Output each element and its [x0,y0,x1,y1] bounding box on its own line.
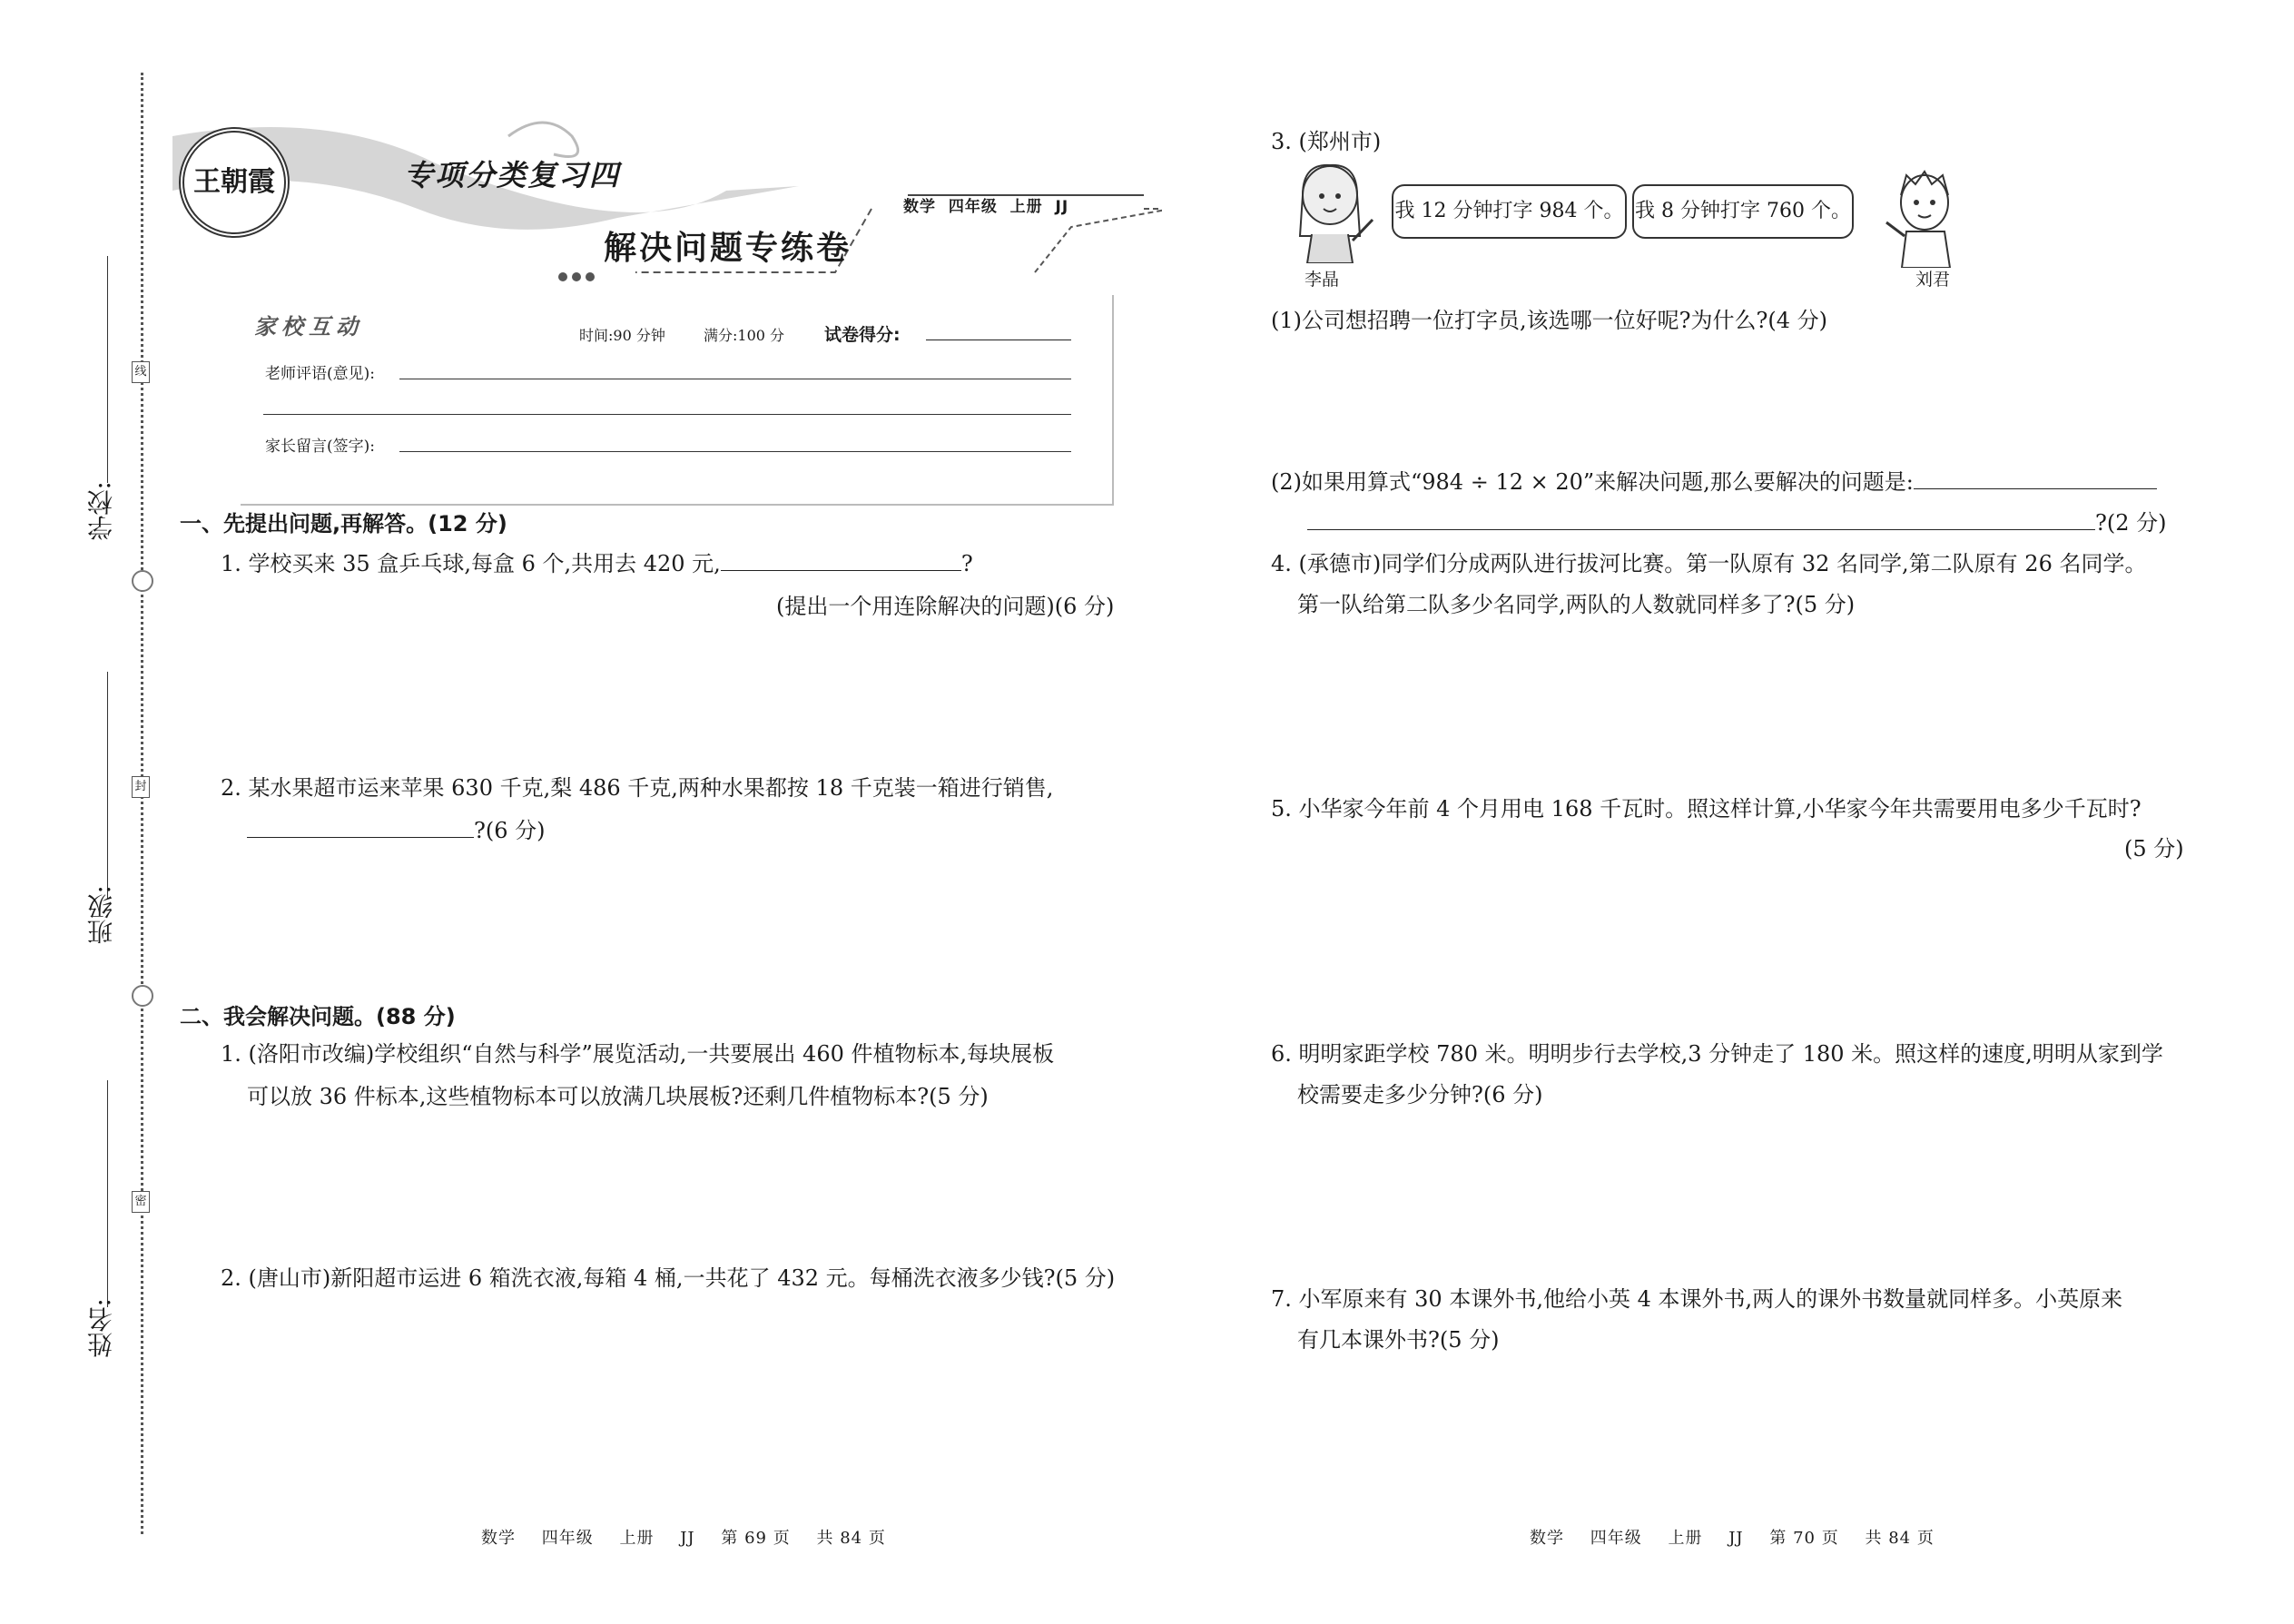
left-page-footer [481,1525,906,1549]
q4: 4. (承德市)同学们分成两队进行拔河比赛。第一队原有 32 名同学,第二队原有 26 名同学。 [1271,551,2147,576]
s1-q1-answer-blank[interactable] [721,550,961,571]
section2-title: 二、我会解决问题。(88 分) [180,1004,456,1029]
class-underline [107,672,108,899]
seal-char-secret: 密 [132,1191,150,1213]
speech-bubble-right: 我 8 分钟打字 760 个。 [1632,184,1854,239]
q5: 5. 小华家今年前 4 个月用电 168 千瓦时。照这样计算,小华家今年共需要用电多少千瓦时? [1271,796,2141,822]
s1-question-2: 2. 某水果超市运来苹果 630 千克,梨 486 千克,两种水果都按 18 千克装一箱进行销售, [221,775,1054,801]
s1-q2-answer-blank[interactable] [247,817,474,838]
subtitle: 专项分类复习四 [404,158,621,192]
section1-title: 一、先提出问题,再解答。(12 分) [180,511,507,536]
q3-sub1: (1)公司想招聘一位打字员,该选哪一位好呢?为什么?(4 分) [1271,308,1827,333]
s2-question-1-cont: 可以放 36 件标本,这些植物标本可以放满几块展板?还剩几件植物标本?(5 分) [247,1084,989,1109]
school-label: 学校: [86,481,116,541]
seal-char-line: 线 [132,361,150,383]
s1-q1-text: 1. 学校买来 35 盒乒乓球,每盒 6 个,共用去 420 元, [221,551,721,576]
left-footer-total: 共 84 页 [816,1529,886,1548]
exam-time: 时间:90 分钟 [579,327,665,344]
s1-q1-hint: (提出一个用连除解决的问题)(6 分) [776,594,1115,619]
q5-score: (5 分) [2124,836,2184,861]
left-footer-grade: 四年级 [541,1529,594,1548]
girl-illustration [1289,163,1380,263]
q3-sub2-cont [1307,502,2167,544]
name-label: 姓名: [86,1298,116,1358]
teacher-comment-line-2[interactable] [263,414,1071,415]
teacher-comment-label: 老师评语(意见): [265,365,375,383]
girl-name: 李晶 [1305,270,1340,290]
subject-tag: 数学 四年级 上册 JJ [903,198,1069,216]
right-footer-subject: 数学 [1530,1529,1564,1548]
left-footer-volume: 上册 [619,1529,655,1548]
q3-sub2-blank-1[interactable] [1914,468,2157,489]
parent-comment-line[interactable] [399,451,1071,452]
s2-question-1: 1. (洛阳市改编)学校组织“自然与科学”展览活动,一共要展出 460 件植物标本,每块展板 [221,1041,1055,1067]
q4-cont: 第一队给第二队多少名同学,两队的人数就同样多了?(5 分) [1297,592,1856,617]
full-score: 满分:100 分 [704,327,785,344]
left-footer-edition: JJ [680,1529,695,1548]
q6: 6. 明明家距学校 780 米。明明步行去学校,3 分钟走了 180 米。照这样的速度,明明从家到学 [1271,1041,2163,1067]
s2-question-2: 2. (唐山市)新阳超市运进 6 箱洗衣液,每箱 4 桶,一共花了 432 元。每桶洗衣液多少钱?(5 分) [221,1265,1116,1291]
school-underline [107,256,108,483]
boy-illustration [1879,168,1970,268]
binding-hole-bottom [132,985,153,1007]
info-box-frame [241,295,1114,506]
right-footer-page: 第 70 页 [1769,1529,1839,1548]
s1-q2-end: ?(6 分) [474,818,546,843]
s1-question-1 [221,543,973,585]
s1-q1-end: ? [960,551,973,576]
binding-hole-top [132,570,153,592]
speech-bubble-left: 我 12 分钟打字 984 个。 [1392,184,1627,239]
name-underline [107,1080,108,1307]
right-footer-volume: 上册 [1668,1529,1703,1548]
q3-sub2-end: ?(2 分) [2095,510,2167,536]
q6-cont: 校需要走多少分钟?(6 分) [1297,1082,1543,1107]
q3-sub2-blank-2[interactable] [1307,509,2095,530]
right-footer-grade: 四年级 [1590,1529,1642,1548]
section-badge: 家校互动 [254,314,363,340]
q3-sub2 [1271,461,2157,503]
binding-dotted-line [141,73,143,1534]
seal-char-seal: 封 [132,776,150,798]
logo-seal [179,127,290,238]
parent-comment-label: 家长留言(签字): [265,438,375,456]
score-label: 试卷得分: [824,325,901,345]
class-label: 班级: [86,885,116,945]
left-footer-page: 第 69 页 [721,1529,791,1548]
logo-text: 王朝霞 [193,166,275,198]
s1-question-2-cont [247,810,546,851]
q3-sub2-text: (2)如果用算式“984 ÷ 12 × 20”来解决问题,那么要解决的问题是: [1271,469,1914,495]
right-footer-total: 共 84 页 [1865,1529,1935,1548]
right-footer-edition: JJ [1728,1529,1744,1548]
right-page-footer [1530,1525,1954,1549]
left-footer-subject: 数学 [481,1529,516,1548]
q3-label: 3. (郑州市) [1271,129,1382,154]
boy-name: 刘君 [1915,270,1951,290]
q7: 7. 小军原来有 30 本课外书,他给小英 4 本课外书,两人的课外书数量就同样多。小英原来 [1271,1286,2123,1312]
q7-cont: 有几本课外书?(5 分) [1297,1327,1500,1353]
page-title: 解决问题专练卷 [604,230,852,267]
